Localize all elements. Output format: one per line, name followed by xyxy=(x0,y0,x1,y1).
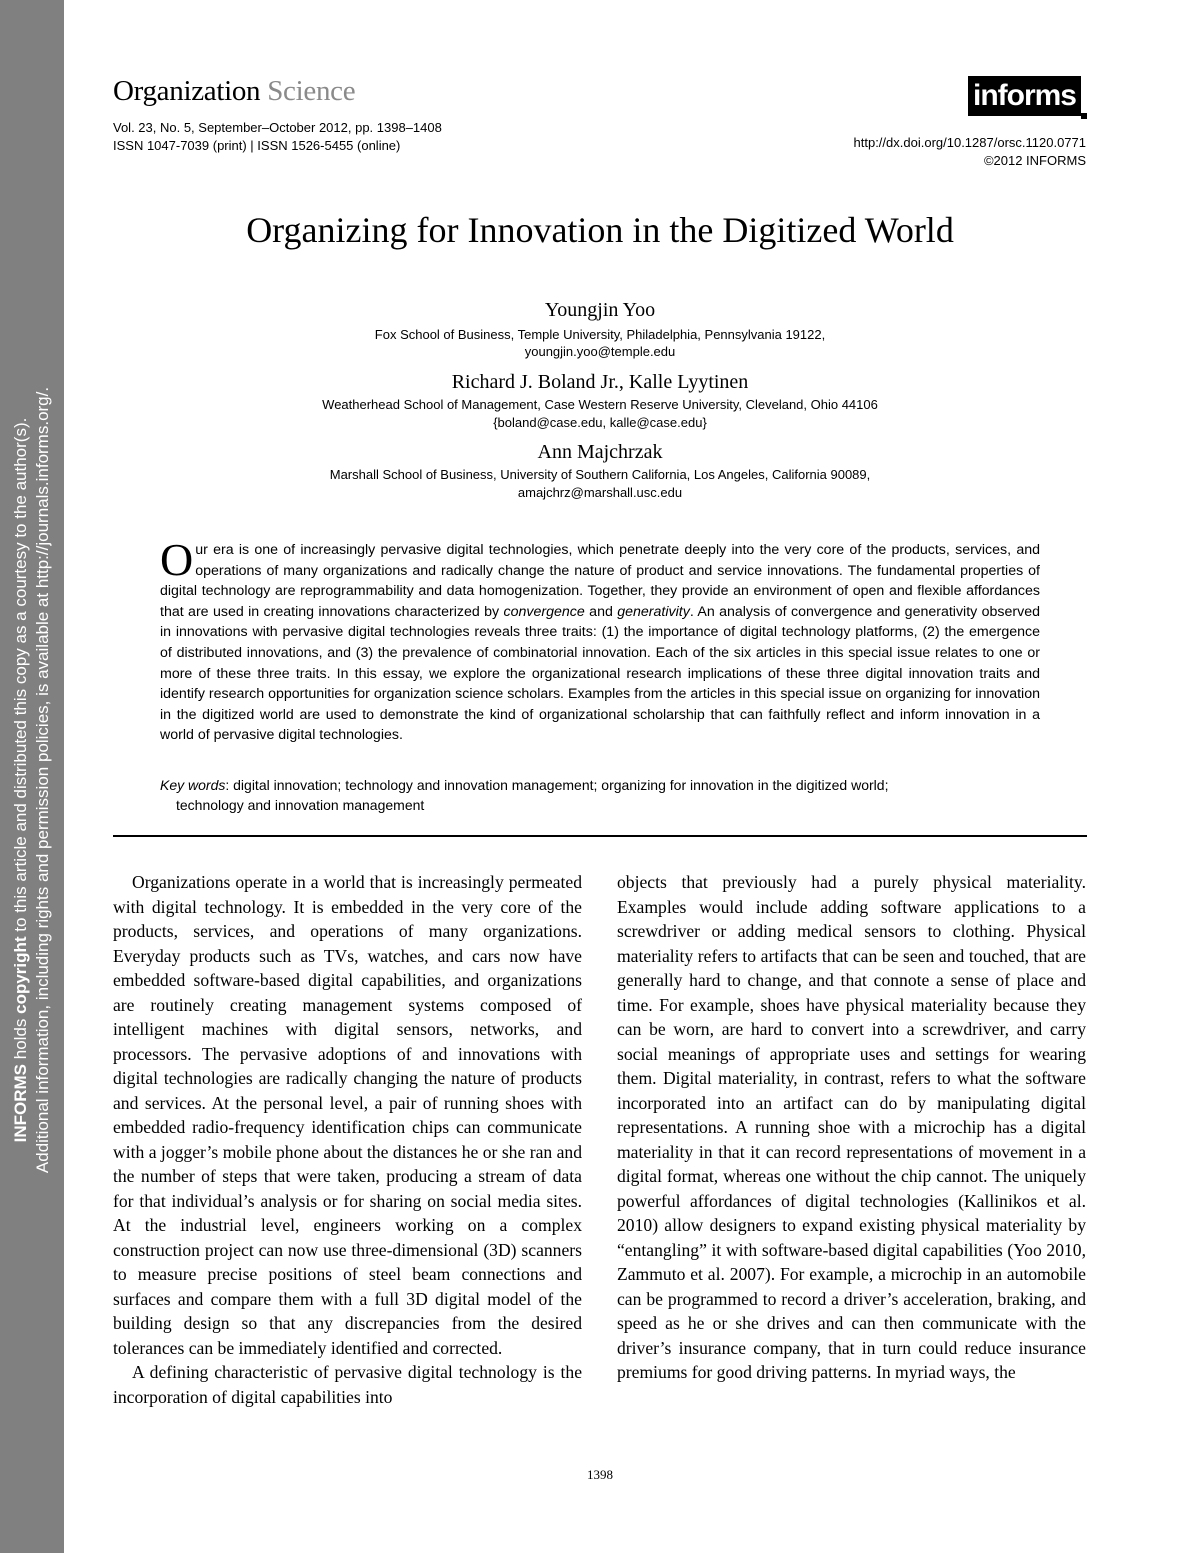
abstract-text: and xyxy=(584,603,618,620)
abstract-text: . An analysis of convergence and generativity observed in innovations with pervasive digital technologies reveals three traits: (1) the importance of digital technology platforms, (2) the emergence of distributed innovations, and (3) the prevalence of combinatorial innovation. Each of the six articles in this special issue relates to one or more of these three traits. In this essay, we explore the organizational research implications of these three digital innovation traits and identify research opportunities for organization science scholars. Examples from the articles in this special issue on organizing for innovation in the digitized world are used to demonstrate the kind of organizational scholarship that can faithfully reflect and inform innovation in a world of pervasive digital technologies. xyxy=(160,603,1040,744)
informs-label: INFORMS xyxy=(11,1063,30,1143)
body-column-right xyxy=(617,870,1086,1385)
body-paragraph: Organizations operate in a world that is increasingly permeated with digital technology. It is embedded in the very core of the products, services, and operations of many organizations. Everyday products such as TVs, watches, and cars now have embedded software-based digital capabilities, and organizations are routinely creating management systems composed of intelligent machines with digital sensors, networks, and processors. The pervasive adoptions of and innovations with digital technologies are radically changing the nature of products and services. At the personal level, a pair of running shoes with embedded radio-frequency identification chips can communicate with a jogger’s mobile phone about the distances he or she ran and the number of steps that were taken, producing a stream of data for that individual’s analysis or for sharing on social media sites. At the industrial level, engineers working on a complex construction project can now use three-dimensional (3D) scanners to measure precise positions of steel beam connections and surfaces and compare them with a full 3D digital model of the building design so that any discrepancies from the desired tolerances can be immediately identified and corrected. xyxy=(113,872,582,1358)
abstract-text: ur era is one of increasingly pervasive digital technologies, which penetrate deeply into the very core of the products, services, and operations of many organizations and radically change the nature of product and service innovations. The fundamental properties of digital technology are reprogrammability and data homogenization. Together, they provide an environment of open and flexible affordances that are used in creating innovations characterized by xyxy=(160,542,1040,620)
keywords-text: technology and innovation management xyxy=(176,797,425,813)
author-affiliation: Marshall School of Business, University of Southern California, Los Angeles, California 90089, xyxy=(329,467,871,482)
keywords-line-1 xyxy=(160,775,1040,795)
abstract-emphasis: generativity xyxy=(617,603,690,620)
copyright-sidebar xyxy=(0,0,64,1553)
issn-line: ISSN 1047-7039 (print) | ISSN 1526-5455 (online) xyxy=(113,138,401,153)
copyright-text-rest: to this article and distributed this copy as a courtesy to the author(s). xyxy=(11,417,30,937)
abstract-dropcap: O xyxy=(160,534,194,585)
keywords-label: Key words xyxy=(160,777,226,793)
keywords xyxy=(160,775,1040,815)
author-affiliation: Fox School of Business, Temple University, Philadelphia, Pennsylvania 19122, xyxy=(374,327,826,342)
keywords-text: digital innovation; technology and innovation management; organizing for innovation in the digitized world; xyxy=(233,777,889,793)
journal-name xyxy=(113,74,355,108)
body-paragraph: objects that previously had a purely physical materiality. Examples would include adding software applications to a screwdriver or adding medical sensors to clothing. Physical materiality refers to artifacts that can be seen and touched, that are generally hard to change, and that connote a sense of place and time. For example, shoes have physical materiality because they can be worn, are hard to convert into a screwdriver, and carry social meanings of appropriate uses and settings for wearing them. Digital materiality, in contrast, refers to what the software incorporated into an artifact can do by manipulating digital representations. A running shoe with a microchip has a digital materiality in that it can record representations of movement in a digital format, whereas one without the chip cannot. The uniquely powerful affordances of digital technologies (Kallinikos et al. 2010) allow designers to expand existing physical materiality by “entangling” it with software-based digital capabilities (Yoo 2010, Zammuto et al. 2007). For example, a microchip in an automobile can be programmed to record a driver’s acceleration, braking, and speed as he or she drives and can then communicate with the driver’s insurance company, that in turn could reduce insurance premiums for good driving patterns. In myriad ways, the xyxy=(617,872,1086,1382)
keywords-separator: : xyxy=(225,777,234,793)
issue-info xyxy=(113,119,442,155)
body-column-left xyxy=(113,870,582,1409)
author-name: Richard J. Boland Jr., Kalle Lyytinen xyxy=(451,371,749,393)
section-divider xyxy=(113,835,1087,837)
doi-block xyxy=(854,134,1086,170)
body-paragraph: A defining characteristic of pervasive digital technology is the incorporation of digital capabilities into xyxy=(113,1362,582,1407)
author-email[interactable]: amajchrz@marshall.usc.edu xyxy=(517,485,683,500)
author-email[interactable]: {boland@case.edu, kalle@case.edu} xyxy=(493,415,707,430)
author-name: Ann Majchrzak xyxy=(537,441,663,463)
copyright-line-2: Additional information, including rights and permission policies, is available at http://journals.informs.org/. xyxy=(33,386,52,1174)
author-email[interactable]: youngjin.yoo@temple.edu xyxy=(524,344,676,359)
abstract-emphasis: convergence xyxy=(503,603,585,620)
author-name: Youngjin Yoo xyxy=(544,299,656,321)
page-number: 1398 xyxy=(587,1467,613,1482)
copyright-text-mid: holds xyxy=(11,1013,30,1064)
author-affiliation: Weatherhead School of Management, Case Western Reserve University, Cleveland, Ohio 44106 xyxy=(322,397,878,412)
article-title: Organizing for Innovation in the Digitized World xyxy=(246,210,954,250)
copyright-word: copyright xyxy=(11,936,30,1014)
copyright-line-1 xyxy=(10,80,32,1480)
copyright-notice xyxy=(10,80,54,1480)
journal-name-part1: Organization xyxy=(113,75,261,107)
copyright-year: ©2012 INFORMS xyxy=(983,153,1086,168)
volume-line: Vol. 23, No. 5, September–October 2012, pp. 1398–1408 xyxy=(113,120,442,135)
doi-link[interactable]: http://dx.doi.org/10.1287/orsc.1120.0771 xyxy=(853,135,1086,150)
abstract xyxy=(160,534,1040,746)
informs-logo: informs xyxy=(968,76,1081,116)
journal-name-part2: Science xyxy=(260,75,356,107)
